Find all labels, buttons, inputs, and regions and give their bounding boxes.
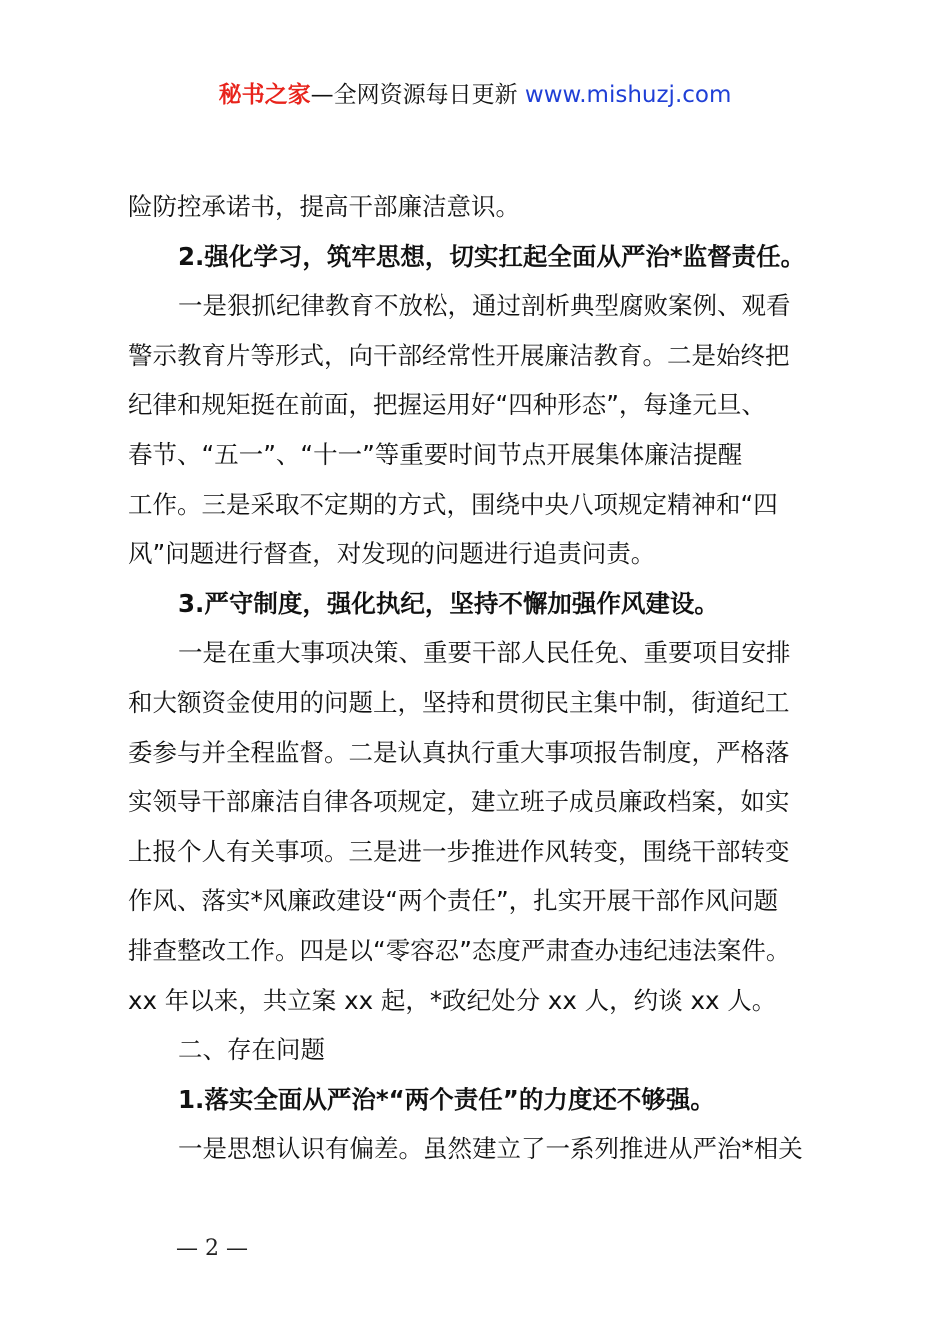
paragraph-line: 作风、落实*风廉政建设“两个责任”，扎实开展干部作风问题	[128, 886, 779, 916]
paragraph-line: 委参与并全程监督。二是认真执行重大事项报告制度，严格落	[128, 737, 790, 767]
paragraph-line: 上报个人有关事项。三是进一步推进作风转变，围绕干部转变	[128, 836, 790, 866]
document-body	[128, 182, 844, 1174]
header-tagline: —全网资源每日更新	[310, 82, 518, 108]
paragraph-line: 风”问题进行督查，对发现的问题进行追责问责。	[128, 539, 656, 569]
site-header	[0, 78, 950, 112]
paragraph-line: 一是在重大事项决策、重要干部人民任免、重要项目安排	[178, 638, 791, 668]
paragraph-line: 险防控承诺书，提高干部廉洁意识。	[128, 192, 520, 221]
header-brand: 秘书之家	[218, 82, 311, 108]
paragraph-line: 实领导干部廉洁自律各项规定，建立班子成员廉政档案，如实	[128, 787, 790, 817]
paragraph-line: 排查整改工作。四是以“零容忍”态度严肃查办违纪违法案件。	[128, 935, 791, 965]
paragraph-line: 一是思想认识有偏差。虽然建立了一系列推进从严治*相关	[178, 1134, 803, 1164]
paragraph-line: 纪律和规矩挺在前面，把握运用好“四种形态”，每逢元旦、	[128, 390, 766, 420]
page-number: — 2 —	[176, 1236, 248, 1261]
paragraph-line: 工作。三是采取不定期的方式，围绕中央八项规定精神和“四	[128, 489, 778, 519]
paragraph-line: 一是狠抓纪律教育不放松，通过剖析典型腐败案例、观看	[178, 291, 791, 321]
section-heading-line: 3.严守制度，强化执纪，坚持不懈加强作风建设。	[178, 588, 719, 618]
header-url[interactable]: www.mishuzj.com	[524, 82, 732, 108]
paragraph-line: 和大额资金使用的问题上，坚持和贯彻民主集中制，街道纪工	[128, 687, 790, 717]
paragraph-line: xx 年以来，共立案 xx 起，*政纪处分 xx 人，约谈 xx 人。	[128, 985, 777, 1015]
paragraph-line: 警示教育片等形式，向干部经常性开展廉洁教育。二是始终把	[128, 340, 790, 370]
paragraph-line: 二、存在问题	[178, 1035, 325, 1065]
section-heading-line: 2.强化学习，筑牢思想，切实扛起全面从严治*监督责任。	[178, 241, 806, 271]
section-heading-line: 1.落实全面从严治*“两个责任”的力度还不够强。	[178, 1084, 715, 1114]
paragraph-line: 春节、“五一”、“十一”等重要时间节点开展集体廉洁提醒	[128, 439, 743, 469]
